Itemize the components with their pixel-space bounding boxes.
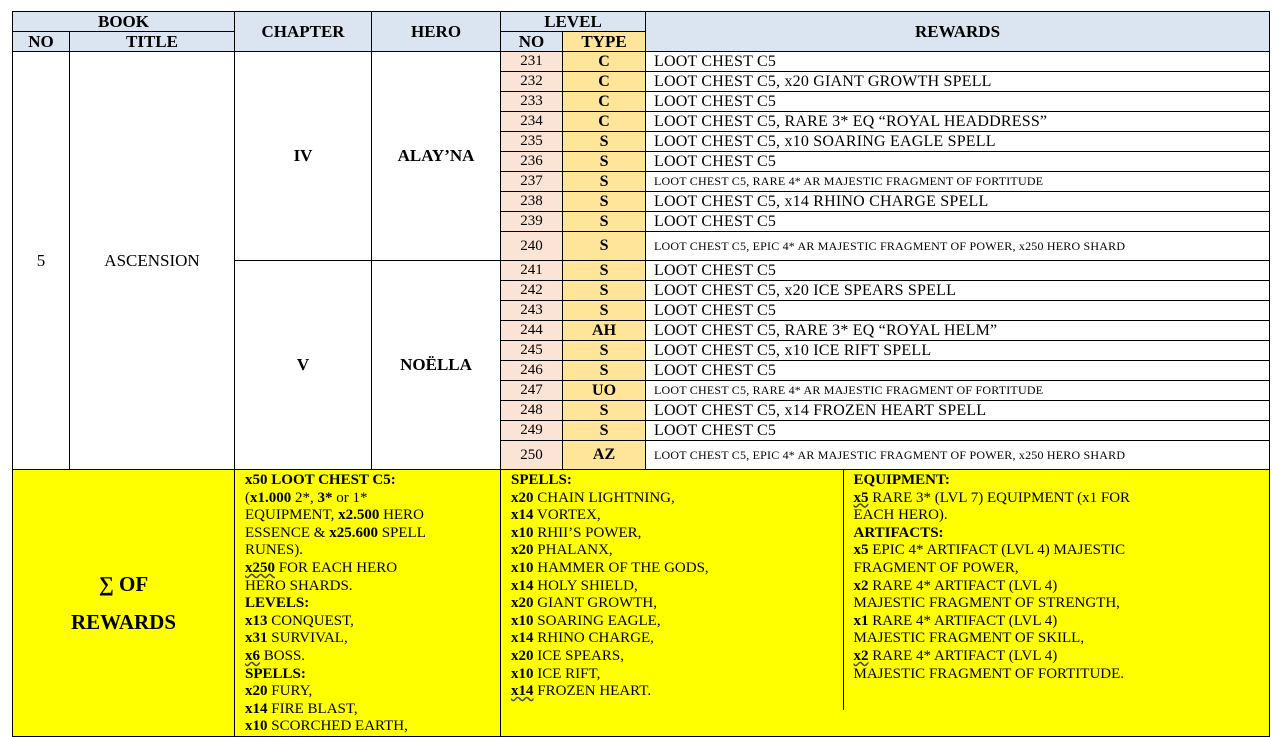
level-type: S [563,232,646,261]
summary-line [854,507,1264,525]
level-no: 244 [501,321,563,341]
summary-text: HERO SHARDS. [245,577,353,594]
summary-text: PHALANX, [533,542,613,559]
summary-quantity: x14 [245,700,268,717]
summary-quantity: EQUIPMENT: [853,472,950,488]
level-no: 247 [501,381,563,401]
level-type: S [563,401,646,421]
hero-cell: NOËLLA [372,261,501,470]
summary-text: 2*, [291,489,318,506]
summary-line [245,613,494,631]
level-type: S [563,212,646,232]
summary-label [13,470,235,737]
summary-line [511,507,837,525]
summary-text: ICE RIFT, [533,665,601,682]
summary-line [854,472,1264,490]
level-reward: LOOT CHEST C5, x20 GIANT GROWTH SPELL [646,72,1270,92]
level-type: C [563,52,646,72]
summary-split [501,470,1270,737]
summary-column-3 [843,470,1269,710]
summary-line [854,666,1264,684]
level-no: 231 [501,52,563,72]
level-reward: LOOT CHEST C5 [646,301,1270,321]
summary-quantity: x10 [511,612,534,629]
book-title: ASCENSION [70,52,235,470]
level-type: AZ [563,441,646,470]
summary-text: CHAIN LIGHTNING, [533,489,675,506]
summary-text: RHINO CHARGE, [533,630,654,647]
summary-line [854,630,1264,648]
level-no: 242 [501,281,563,301]
summary-quantity: x2.500 [338,507,380,524]
summary-quantity: SPELLS: [511,472,572,488]
summary-quantity: 3* [317,489,333,506]
summary-text: RUNES). [245,542,303,559]
summary-text: RHII’S POWER, [533,524,642,541]
summary-line [854,613,1264,631]
summary-line [245,648,494,666]
summary-text: EQUIPMENT, [245,507,339,524]
summary-quantity: x25.600 [329,524,378,541]
summary-text: HOLY SHIELD, [533,577,638,594]
summary-text: GIANT GROWTH, [533,595,657,612]
summary-text: RARE 4* ARTIFACT (LVL 4) [868,612,1058,629]
level-type: S [563,172,646,192]
summary-text: MAJESTIC FRAGMENT OF FORTITUDE. [853,665,1125,682]
rewards-document [12,11,1269,735]
summary-line [245,666,494,684]
level-no: 243 [501,301,563,321]
chapter-cell: V [235,261,372,470]
summary-quantity: x20 [511,542,534,559]
summary-text: ICE SPEARS, [533,647,624,664]
summary-label-sigma: ∑ OF [98,571,149,596]
summary-line [854,490,1264,508]
summary-text: ESSENCE & [245,524,330,541]
summary-line [245,472,494,490]
chapter-cell: IV [235,52,372,261]
summary-quantity: x10 [511,665,534,682]
level-rows [13,52,1270,470]
summary-line [245,595,494,613]
summary-line [245,507,494,525]
summary-text: FRAGMENT OF POWER, [853,559,1019,576]
level-reward: LOOT CHEST C5, EPIC 4* AR MAJESTIC FRAGMENT OF POWER, x250 HERO SHARD [646,441,1270,470]
level-reward: LOOT CHEST C5, RARE 3* EQ “ROYAL HEADDRESS” [646,112,1270,132]
header-book-title: TITLE [70,32,235,52]
level-type: S [563,192,646,212]
table-row [13,52,1270,72]
header-rewards: REWARDS [646,12,1270,52]
level-no: 239 [501,212,563,232]
summary-line [511,578,837,596]
level-type: C [563,72,646,92]
book-no: 5 [13,52,70,470]
level-no: 250 [501,441,563,470]
level-type: S [563,132,646,152]
level-reward: LOOT CHEST C5, EPIC 4* AR MAJESTIC FRAGMENT OF POWER, x250 HERO SHARD [646,232,1270,261]
summary-line [511,490,837,508]
summary-quantity: x14 [511,507,534,524]
level-no: 233 [501,92,563,112]
summary-text: MAJESTIC FRAGMENT OF SKILL, [853,630,1085,647]
summary-text: BOSS. [260,647,306,664]
header-book-no: NO [13,32,70,52]
summary-quantity: x2 [853,647,869,664]
level-type: AH [563,321,646,341]
summary-quantity: x13 [245,612,268,629]
level-reward: LOOT CHEST C5, x10 SOARING EAGLE SPELL [646,132,1270,152]
summary-quantity: SPELLS: [245,665,306,682]
summary-label-rewards: REWARDS [70,609,177,634]
level-no: 237 [501,172,563,192]
summary-line [511,472,837,490]
header-level-no: NO [501,32,563,52]
level-type: S [563,152,646,172]
header-chapter: CHAPTER [235,12,372,52]
header-hero: HERO [372,12,501,52]
level-reward: LOOT CHEST C5 [646,212,1270,232]
level-type: S [563,281,646,301]
level-reward: LOOT CHEST C5 [646,421,1270,441]
summary-line [854,525,1264,543]
summary-line [245,525,494,543]
summary-quantity: x20 [511,489,534,506]
level-reward: LOOT CHEST C5 [646,261,1270,281]
summary-line [854,542,1264,560]
summary-line [245,718,494,736]
summary-text: MAJESTIC FRAGMENT OF STRENGTH, [853,595,1120,612]
summary-line [245,630,494,648]
level-no: 249 [501,421,563,441]
level-type: S [563,421,646,441]
summary-line [511,630,837,648]
level-type: S [563,341,646,361]
level-reward: LOOT CHEST C5, x14 FROZEN HEART SPELL [646,401,1270,421]
summary-text: SPELL [377,524,426,541]
summary-quantity: x1 [853,612,869,629]
level-reward: LOOT CHEST C5, RARE 3* EQ “ROYAL HELM” [646,321,1270,341]
level-type: C [563,92,646,112]
level-no: 235 [501,132,563,152]
summary-text: or 1* [332,489,368,506]
summary-text: SCORCHED EARTH, [267,718,408,735]
level-reward: LOOT CHEST C5 [646,52,1270,72]
summary-text: RARE 4* ARTIFACT (LVL 4) [868,647,1058,664]
summary-quantity: x6 [245,647,261,664]
summary-line [511,595,837,613]
summary-row [13,470,1270,737]
level-no: 246 [501,361,563,381]
summary-text: CONQUEST, [267,612,354,629]
summary-text: HAMMER OF THE GODS, [533,559,709,576]
summary-line [245,701,494,719]
summary-quantity: x20 [245,683,268,700]
summary-quantity: x20 [511,647,534,664]
level-reward: LOOT CHEST C5, x10 ICE RIFT SPELL [646,341,1270,361]
summary-line [511,683,837,701]
summary-text: VORTEX, [533,507,601,524]
summary-line [854,648,1264,666]
level-no: 241 [501,261,563,281]
level-no: 245 [501,341,563,361]
rewards-table [12,11,1270,737]
summary-text: HERO [379,507,424,524]
summary-line [511,542,837,560]
level-type: S [563,261,646,281]
summary-line [511,560,837,578]
summary-line [511,648,837,666]
level-no: 240 [501,232,563,261]
header-book: BOOK [13,12,235,32]
level-no: 238 [501,192,563,212]
summary-text: EACH HERO). [853,507,948,524]
level-reward: LOOT CHEST C5, RARE 4* AR MAJESTIC FRAGMENT OF FORTITUDE [646,381,1270,401]
summary-text: FURY, [267,683,313,700]
summary-column-1 [235,470,501,737]
level-no: 234 [501,112,563,132]
level-no: 248 [501,401,563,421]
summary-quantity: x10 [511,524,534,541]
summary-line [854,578,1264,596]
summary-quantity: x1.000 [250,489,292,506]
summary-quantity: x250 [245,559,276,576]
summary-text: RARE 3* (LVL 7) EQUIPMENT (x1 FOR [868,489,1131,506]
summary-line [854,595,1264,613]
summary-line [245,683,494,701]
summary-text: SOARING EAGLE, [533,612,661,629]
summary-line [511,666,837,684]
summary-line [511,525,837,543]
summary-quantity: x50 LOOT CHEST C5: [245,472,396,488]
level-reward: LOOT CHEST C5 [646,152,1270,172]
summary-quantity: x14 [511,630,534,647]
level-reward: LOOT CHEST C5, x14 RHINO CHARGE SPELL [646,192,1270,212]
level-type: S [563,301,646,321]
summary-quantity: x10 [245,718,268,735]
summary-quantity: x14 [511,577,534,594]
level-reward: LOOT CHEST C5, RARE 4* AR MAJESTIC FRAGMENT OF FORTITUDE [646,172,1270,192]
summary-text: ( [245,489,251,506]
summary-quantity: x31 [245,630,268,647]
summary-text: EPIC 4* ARTIFACT (LVL 4) MAJESTIC [868,542,1126,559]
summary-quantity: x10 [511,559,534,576]
summary-text: SURVIVAL, [267,630,348,647]
summary-text: FOR EACH HERO [275,559,398,576]
level-reward: LOOT CHEST C5 [646,92,1270,112]
hero-cell: ALAY’NA [372,52,501,261]
summary-quantity: LEVELS: [245,595,310,612]
level-no: 232 [501,72,563,92]
summary-line [854,560,1264,578]
summary-quantity: x5 [853,489,869,506]
summary-line [245,542,494,560]
summary-text: FIRE BLAST, [267,700,358,717]
summary-quantity: x14 [511,683,534,700]
summary-line [511,613,837,631]
header-level: LEVEL [501,12,646,32]
summary-text: RARE 4* ARTIFACT (LVL 4) [868,577,1058,594]
summary-column-2 [501,470,843,710]
header-type: TYPE [563,32,646,52]
summary-quantity: ARTIFACTS: [853,524,944,541]
summary-quantity: x5 [853,542,869,559]
level-no: 236 [501,152,563,172]
summary-line [245,578,494,596]
level-reward: LOOT CHEST C5 [646,361,1270,381]
level-reward: LOOT CHEST C5, x20 ICE SPEARS SPELL [646,281,1270,301]
summary-quantity: x20 [511,595,534,612]
summary-line [245,560,494,578]
summary-line [245,490,494,508]
level-type: C [563,112,646,132]
level-type: S [563,361,646,381]
level-type: UO [563,381,646,401]
summary-text: FROZEN HEART. [533,683,652,700]
summary-quantity: x2 [853,577,869,594]
